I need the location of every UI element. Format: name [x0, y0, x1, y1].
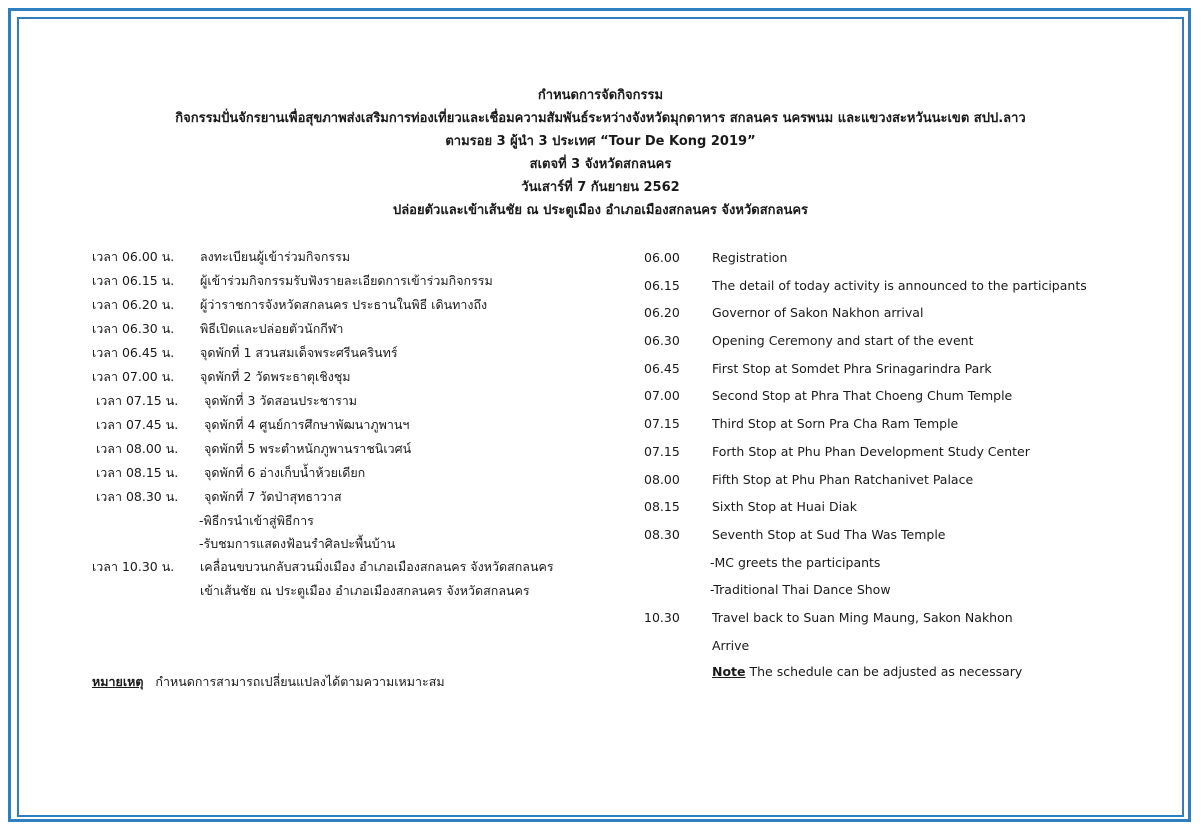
thai-note-label: หมายเหตุ	[92, 674, 144, 689]
schedule-time: 06.00	[644, 250, 680, 265]
schedule-time: เวลา 08.15 น.	[96, 465, 179, 480]
schedule-time: เวลา 06.00 น.	[92, 249, 175, 264]
header-title: กำหนดการจัดกิจกรรม	[537, 88, 664, 103]
schedule-desc: เคลื่อนขบวนกลับสวนมิ่งเมือง อำเภอเมืองสกลนคร จังหวัดสกลนคร	[200, 559, 554, 574]
english-note	[712, 664, 1022, 679]
document-header	[0, 84, 1201, 222]
header-date: วันเสาร์ที่ 7 กันยายน 2562	[521, 180, 680, 195]
schedule-desc: จุดพักที่ 1 สวนสมเด็จพระศรีนครินทร์	[200, 345, 398, 360]
english-note-text: The schedule can be adjusted as necessary	[749, 664, 1023, 679]
schedule-time: 06.30	[644, 333, 680, 349]
schedule-desc: Fifth Stop at Phu Phan Ratchanivet Palace	[712, 471, 974, 487]
schedule-desc: Travel back to Suan Ming Maung, Sakon Nakhon	[712, 609, 1013, 625]
header-tour-name: ตามรอย 3 ผู้นำ 3 ประเทศ “Tour De Kong 2019”	[445, 134, 756, 149]
schedule-desc: First Stop at Somdet Phra Srinagarindra Park	[712, 360, 992, 376]
header-event-name: กิจกรรมปั่นจักรยานเพื่อสุขภาพส่งเสริมการท่องเที่ยวและเชื่อมความสัมพันธ์ระหว่างจังหวัดมุกดาหาร สกลนคร นครพนม และแขวงสะหวันนะเขต สปป.ลาว	[175, 111, 1026, 126]
schedule-desc: Sixth Stop at Huai Diak	[712, 499, 857, 515]
schedule-desc: -Traditional Thai Dance Show	[710, 582, 891, 598]
schedule-desc: Third Stop at Sorn Pra Cha Ram Temple	[712, 416, 959, 432]
schedule-time: เวลา 08.30 น.	[96, 489, 179, 504]
thai-note-text: กำหนดการสามารถเปลี่ยนแปลงได้ตามความเหมาะสม	[155, 674, 445, 689]
schedule-desc: Arrive	[712, 637, 750, 653]
schedule-desc: -MC greets the participants	[710, 554, 881, 570]
schedule-time: 06.15	[644, 277, 680, 293]
schedule-desc: Opening Ceremony and start of the event	[712, 333, 974, 349]
header-location: ปล่อยตัวและเข้าเส้นชัย ณ ประตูเมือง อำเภอเมืองสกลนคร จังหวัดสกลนคร	[392, 203, 809, 218]
schedule-desc: ลงทะเบียนผู้เข้าร่วมกิจกรรม	[200, 249, 351, 264]
schedule-desc: Second Stop at Phra That Choeng Chum Temple	[712, 388, 1013, 404]
header-stage: สเตจที่ 3 จังหวัดสกลนคร	[529, 157, 672, 172]
english-note-label: Note	[712, 664, 746, 679]
schedule-time: เวลา 06.45 น.	[92, 345, 175, 360]
schedule-time: 08.30	[644, 526, 680, 542]
schedule-time: เวลา 07.45 น.	[96, 417, 179, 432]
schedule-time: 07.15	[644, 443, 680, 459]
schedule-desc: จุดพักที่ 7 วัดป่าสุทธาวาส	[204, 489, 342, 504]
schedule-desc: Seventh Stop at Sud Tha Was Temple	[712, 526, 946, 542]
schedule-desc: จุดพักที่ 6 อ่างเก็บน้ำห้วยเดียก	[204, 465, 366, 480]
schedule-time: 07.15	[644, 416, 680, 432]
schedule-time: เวลา 07.00 น.	[92, 369, 175, 384]
schedule-desc: Registration	[712, 250, 788, 265]
schedule-time: เวลา 06.15 น.	[92, 273, 175, 288]
schedule-desc: Forth Stop at Phu Phan Development Study Center	[712, 443, 1030, 459]
schedule-time: 06.20	[644, 305, 680, 321]
schedule-desc: ผู้ว่าราชการจังหวัดสกลนคร ประธานในพิธี เดินทางถึง	[200, 297, 488, 312]
schedule-time: 08.15	[644, 499, 680, 515]
schedule-desc: จุดพักที่ 3 วัดสอนประชาราม	[204, 393, 358, 408]
schedule-desc: ผู้เข้าร่วมกิจกรรมรับฟังรายละเอียดการเข้าร่วมกิจกรรม	[200, 273, 493, 288]
schedule-desc: Governor of Sakon Nakhon arrival	[712, 305, 924, 321]
schedule-time: เวลา 08.00 น.	[96, 441, 179, 456]
schedule-desc: -รับชมการแสดงฟ้อนรำศิลปะพื้นบ้าน	[199, 536, 396, 551]
schedule-desc: พิธีเปิดและปล่อยตัวนักกีฬา	[200, 321, 344, 336]
schedule-desc: จุดพักที่ 2 วัดพระธาตุเชิงชุม	[200, 369, 351, 384]
schedule-time: เวลา 07.15 น.	[96, 393, 179, 408]
schedule-desc: เข้าเส้นชัย ณ ประตูเมือง อำเภอเมืองสกลนคร จังหวัดสกลนคร	[200, 583, 530, 598]
schedule-time: 06.45	[644, 360, 680, 376]
schedule-time: เวลา 06.20 น.	[92, 297, 175, 312]
schedule-time: เวลา 10.30 น.	[92, 559, 175, 574]
thai-note	[92, 672, 445, 692]
schedule-desc: -พิธีกรนำเข้าสู่พิธีการ	[199, 513, 314, 528]
schedule-desc: จุดพักที่ 4 ศูนย์การศึกษาพัฒนาภูพานฯ	[204, 417, 410, 432]
schedule-time: 10.30	[644, 609, 680, 625]
schedule-time: 08.00	[644, 471, 680, 487]
schedule-desc: จุดพักที่ 5 พระตำหนักภูพานราชนิเวศน์	[204, 441, 412, 456]
schedule-desc: The detail of today activity is announced to the participants	[712, 277, 1087, 293]
schedule-time: เวลา 06.30 น.	[92, 321, 175, 336]
schedule-time: 07.00	[644, 388, 680, 404]
